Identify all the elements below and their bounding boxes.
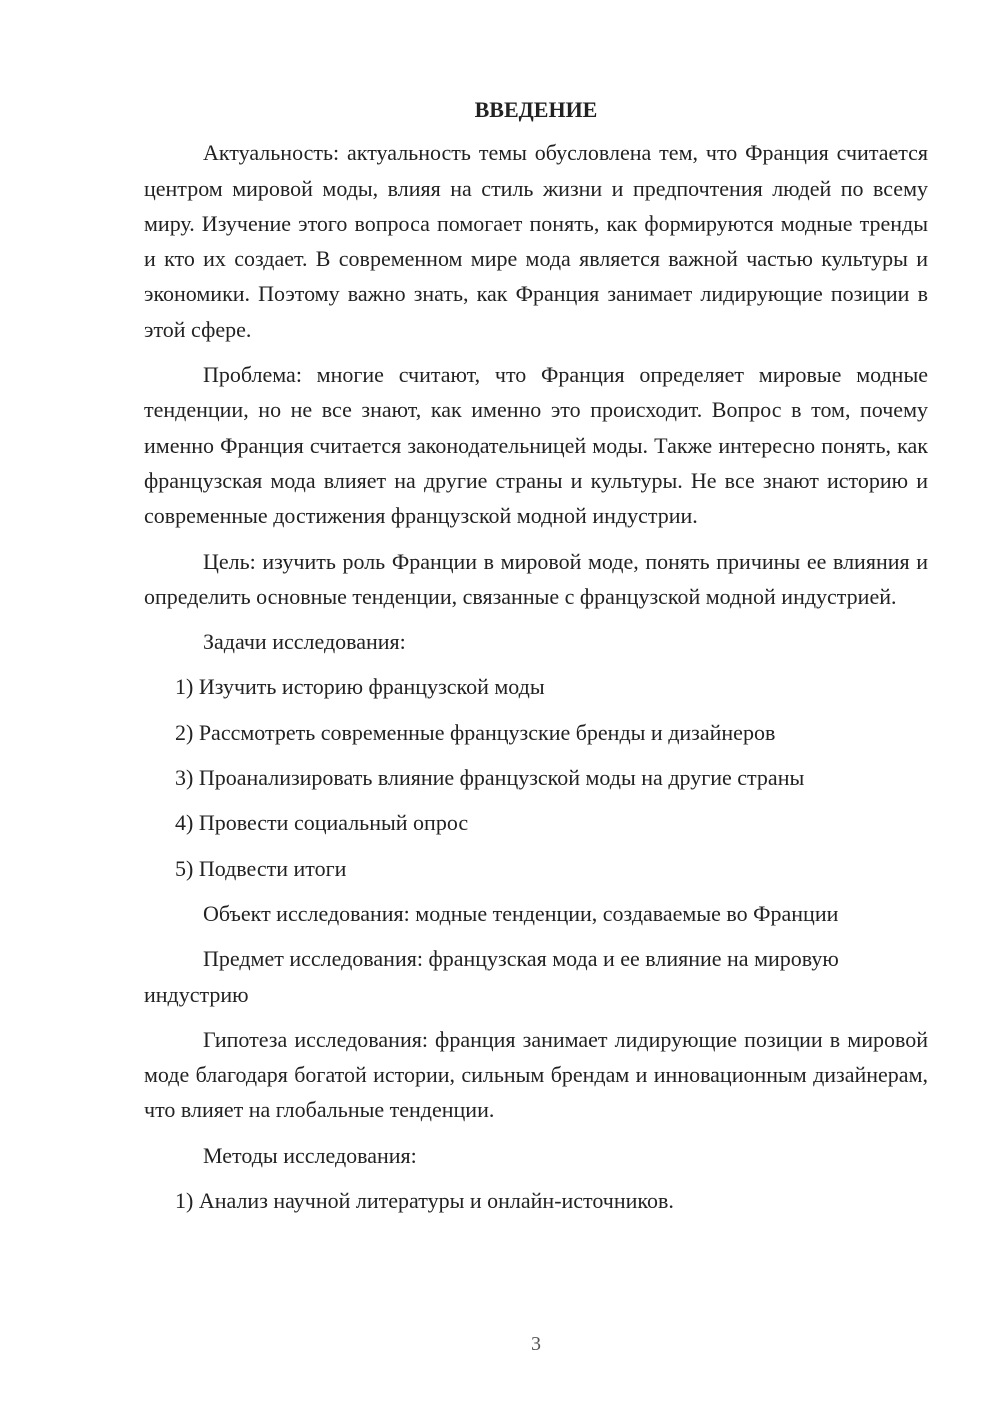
subject-paragraph: Предмет исследования: французская мода и ее влияние на мировую индустрию — [144, 946, 839, 1007]
goal-paragraph: Цель: изучить роль Франции в мировой моде, понять причины ее влияния и определить основные тенденции, связанные с французской модной индустрией. — [144, 548, 928, 609]
task-item: 3) Проанализировать влияние французской моды на другие страны — [175, 765, 805, 791]
task-item: 1) Изучить историю французской моды — [175, 674, 545, 700]
task-item: 2) Рассмотреть современные французские бренды и дизайнеров — [175, 719, 776, 745]
methods-list — [144, 1183, 928, 1218]
task-item: 5) Подвести итоги — [175, 855, 347, 881]
page-number: 3 — [531, 1333, 541, 1355]
hypothesis-paragraph: Гипотеза исследования: франция занимает лидирующие позиции в мировой моде благодаря богатой истории, сильным брендам и инновационным дизайнерам, что влияет на глобальные тенденции. — [144, 1026, 928, 1123]
methods-heading: Методы исследования: — [203, 1142, 417, 1168]
tasks-heading: Задачи исследования: — [203, 629, 406, 655]
relevance-paragraph: Актуальность: актуальность темы обусловлена тем, что Франция считается центром мировой моды, влияя на стиль жизни и предпочтения людей по всему миру. Изучение этого вопроса помогает понять, как формируются модные тренды и кто их создает. В современном мире мода является важной частью культуры и экономики. Поэтому важно знать, как Франция занимает лидирующие позиции в этой сфере. — [144, 140, 928, 342]
task-item: 4) Провести социальный опрос — [175, 810, 469, 836]
method-item: 1) Анализ научной литературы и онлайн-источников. — [175, 1188, 674, 1214]
tasks-list — [144, 669, 928, 885]
document-body — [144, 92, 928, 1228]
problem-paragraph: Проблема: многие считают, что Франция определяет мировые модные тенденции, но не все знают, как именно это происходит. Вопрос в том, почему именно Франция считается законодательницей моды. Также интересно понять, как французская мода влияет на другие страны и культуры. Не все знают историю и современные достижения французской модной индустрии. — [144, 362, 928, 529]
object-line: Объект исследования: модные тенденции, создаваемые во Франции — [203, 900, 839, 926]
section-title: ВВЕДЕНИЕ — [474, 97, 598, 122]
